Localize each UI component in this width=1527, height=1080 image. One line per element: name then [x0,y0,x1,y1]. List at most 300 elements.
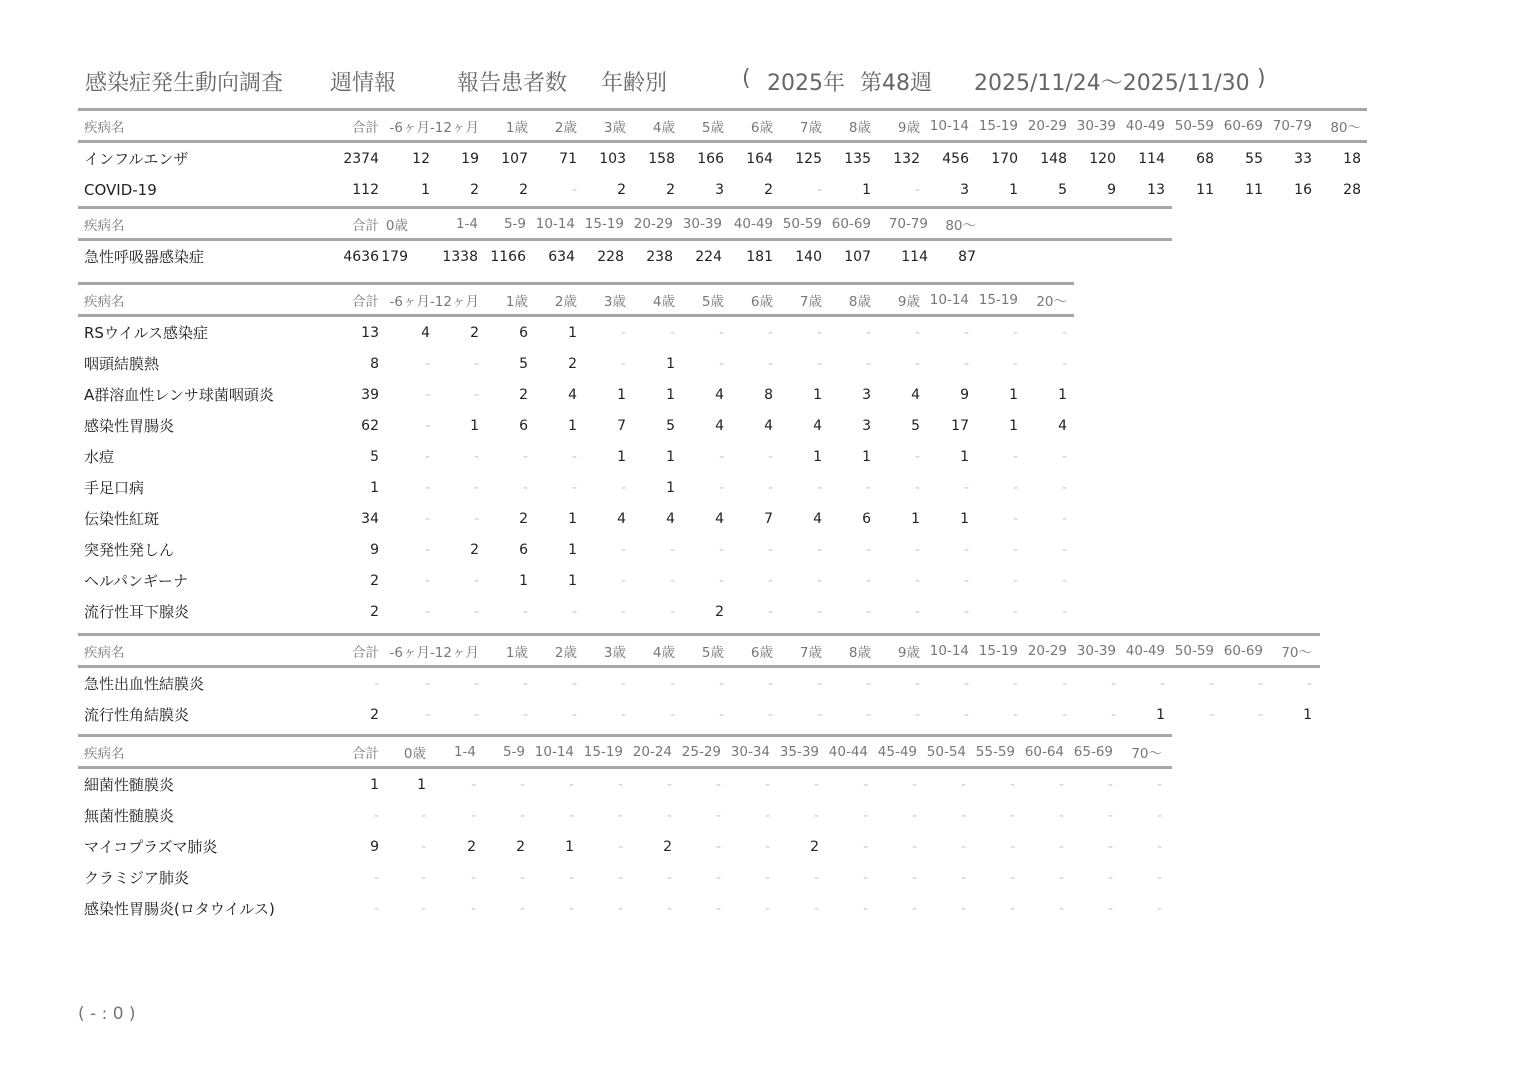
value-cell: 3 [960,181,969,198]
value-cell: 148 [1040,150,1067,167]
value-cell: - [1257,706,1263,723]
header-col-13: 10-14 [929,117,969,134]
value-cell: 3 [715,181,724,198]
header-col-7: 4歳 [652,293,675,310]
disease-name: ヘルパンギーナ [84,572,188,590]
value-cell: - [1159,675,1165,692]
value-cell: - [620,603,626,620]
header-col-4: 5-9 [502,743,525,760]
value-cell: - [1058,838,1064,855]
header-col-13: 50-54 [926,743,966,760]
table-row [78,534,1074,565]
table-row [78,893,1172,924]
value-cell: - [568,807,574,824]
value-cell: - [424,355,430,372]
value-cell: 1 [1303,706,1312,723]
value-cell: - [718,706,724,723]
header-col-8: 5歳 [701,293,724,310]
week-label: 第48週 [860,71,932,96]
header-col-13: 80～ [945,217,976,234]
value-cell: - [816,181,822,198]
value-cell: 5 [1058,181,1067,198]
value-cell: - [473,706,479,723]
header-col-14: 15-19 [978,642,1018,659]
value-cell: 4 [715,510,724,527]
value-cell: - [862,900,868,917]
value-cell: 2374 [343,150,379,167]
header-col-6: 15-19 [584,215,624,232]
table-row [78,668,1320,699]
value-cell: - [963,706,969,723]
value-cell: - [620,675,626,692]
value-cell: 1 [617,386,626,403]
value-cell: - [470,869,476,886]
value-cell: 238 [646,248,673,265]
value-cell: - [1012,510,1018,527]
value-cell: 164 [746,150,773,167]
value-cell: 5 [911,417,920,434]
value-cell: 2 [370,706,379,723]
value-cell: - [865,603,871,620]
header-col-10: 7歳 [799,644,822,661]
value-cell: - [960,776,966,793]
header-col-17: 70～ [1131,745,1162,762]
table-section-pediatric [78,282,1074,627]
value-cell: - [666,900,672,917]
value-cell: 1 [370,479,379,496]
disease-name: RSウイルス感染症 [84,324,209,342]
value-cell: - [473,479,479,496]
header-disease-name: 疾病名 [84,745,125,762]
value-cell: 1 [565,838,574,855]
value-cell: - [519,869,525,886]
value-cell: - [519,776,525,793]
header-col-4: 1歳 [505,293,528,310]
header-col-16: 30-39 [1076,642,1116,659]
value-cell: - [1012,448,1018,465]
header-col-3: -12ヶ月 [429,293,479,310]
header-col-4: 5-9 [503,215,526,232]
disease-name: 急性呼吸器感染症 [84,248,205,266]
value-cell: - [816,603,822,620]
value-cell: 1 [1058,386,1067,403]
header-col-6: 3歳 [603,293,626,310]
value-cell: 140 [795,248,822,265]
value-cell: 18 [1343,150,1361,167]
value-cell: 5 [519,355,528,372]
value-cell: - [767,355,773,372]
value-cell: 4 [764,417,773,434]
value-cell: - [963,541,969,558]
value-cell: 2 [764,181,773,198]
value-cell: - [813,869,819,886]
value-cell: - [1156,869,1162,886]
value-cell: 1 [421,181,430,198]
value-cell: - [470,807,476,824]
header-row [78,636,1320,665]
header-col-5: 2歳 [554,644,577,661]
value-cell: - [568,869,574,886]
value-cell: - [473,448,479,465]
value-cell: - [914,181,920,198]
value-cell: 1 [813,386,822,403]
value-cell: 1 [617,448,626,465]
value-cell: - [522,603,528,620]
value-cell: - [816,706,822,723]
value-cell: 12 [412,150,430,167]
value-cell: - [718,448,724,465]
value-cell: - [669,572,675,589]
value-cell: 9 [1107,181,1116,198]
value-cell: - [960,900,966,917]
value-cell: - [1009,776,1015,793]
header-row [78,737,1172,766]
value-cell: 2 [370,603,379,620]
header-col-14: 15-19 [978,291,1018,308]
value-cell: - [813,776,819,793]
value-cell: 2 [617,181,626,198]
value-cell: - [865,706,871,723]
value-cell: - [617,869,623,886]
period-label: 2025/11/24～2025/11/30 [974,71,1250,96]
value-cell: - [519,807,525,824]
value-cell: 1166 [490,248,526,265]
header-col-3: -12ヶ月 [429,644,479,661]
value-cell: 6 [519,541,528,558]
value-cell: 1 [813,448,822,465]
table-row [78,472,1074,503]
survey-title: 感染症発生動向調査 [85,71,284,96]
value-cell: - [862,838,868,855]
value-cell: 2 [519,510,528,527]
value-cell: - [424,479,430,496]
value-cell: - [424,510,430,527]
value-cell: - [1107,838,1113,855]
value-cell: - [666,869,672,886]
value-cell: - [571,448,577,465]
table-section-ari [78,206,1172,272]
value-cell: - [1061,572,1067,589]
value-cell: 1 [568,510,577,527]
value-cell: 1 [370,776,379,793]
header-col-2: 0歳 [385,217,408,234]
table-row [78,596,1074,627]
value-cell: - [963,572,969,589]
value-cell: 7 [617,417,626,434]
value-cell: 2 [663,838,672,855]
value-cell: - [963,355,969,372]
report-header [85,66,1385,100]
value-cell: - [620,541,626,558]
header-col-15: 20-29 [1027,642,1067,659]
table-row [78,143,1367,174]
value-cell: - [914,603,920,620]
value-cell: - [1107,807,1113,824]
value-cell: 4 [715,417,724,434]
disease-name: 急性出血性結膜炎 [84,675,205,693]
value-cell: 2 [666,181,675,198]
value-cell: 62 [361,417,379,434]
value-cell: - [473,386,479,403]
value-cell: 2 [516,838,525,855]
value-cell: 7 [764,510,773,527]
value-cell: - [420,838,426,855]
value-cell: - [424,448,430,465]
value-cell: - [424,572,430,589]
disease-name: クラミジア肺炎 [84,869,190,887]
value-cell: 2 [519,181,528,198]
disease-name: 流行性角結膜炎 [84,706,190,724]
value-cell: 2 [467,838,476,855]
value-cell: - [813,900,819,917]
value-cell: - [620,324,626,341]
value-cell: 1 [666,386,675,403]
value-cell: - [1061,603,1067,620]
header-col-6: 3歳 [603,119,626,136]
header-col-3: -12ヶ月 [429,119,479,136]
value-cell: - [715,869,721,886]
value-cell: 4 [911,386,920,403]
value-cell: - [960,869,966,886]
value-cell: - [767,675,773,692]
table-row [78,317,1074,348]
value-cell: 1 [568,417,577,434]
value-cell: 2 [810,838,819,855]
header-col-19: 60-69 [1223,642,1263,659]
value-cell: - [718,572,724,589]
disease-name: 流行性耳下腺炎 [84,603,190,621]
value-cell: - [865,324,871,341]
value-cell: - [522,448,528,465]
value-cell: - [865,355,871,372]
header-disease-name: 疾病名 [84,644,125,661]
header-col-18: 50-59 [1174,117,1214,134]
table-row [78,348,1074,379]
value-cell: 1 [666,479,675,496]
value-cell: 28 [1343,181,1361,198]
header-col-10: 7歳 [799,119,822,136]
value-cell: - [568,776,574,793]
value-cell: - [960,838,966,855]
header-col-14: 55-59 [975,743,1015,760]
value-cell: - [1058,869,1064,886]
weekly-label: 週情報 [330,71,397,96]
table-row [78,503,1074,534]
disease-name: 咽頭結膜熱 [84,355,160,373]
value-cell: 3 [862,417,871,434]
value-cell: - [373,900,379,917]
table-row [78,699,1320,730]
value-cell: - [764,838,770,855]
header-col-13: 10-14 [929,291,969,308]
value-cell: - [1156,807,1162,824]
value-cell: - [1058,900,1064,917]
value-cell: - [1061,706,1067,723]
value-cell: - [963,479,969,496]
value-cell: - [669,603,675,620]
value-cell: - [911,900,917,917]
value-cell: - [1061,675,1067,692]
value-cell: 2 [519,386,528,403]
value-cell: - [914,324,920,341]
value-cell: - [373,807,379,824]
value-cell: 34 [361,510,379,527]
value-cell: - [1156,900,1162,917]
value-cell: - [767,603,773,620]
value-cell: 9 [370,541,379,558]
value-cell: 6 [519,324,528,341]
header-col-6: 15-19 [583,743,623,760]
value-cell: 8 [764,386,773,403]
header-col-20: 70～ [1281,644,1312,661]
year-label: 2025年 [767,71,845,96]
value-cell: 179 [381,248,408,265]
value-cell: 1 [666,448,675,465]
value-cell: - [1012,706,1018,723]
value-cell: - [764,900,770,917]
value-cell: 120 [1089,150,1116,167]
disease-name: COVID-19 [84,180,157,199]
value-cell: - [1058,807,1064,824]
header-col-5: 10-14 [534,743,574,760]
value-cell: - [669,675,675,692]
value-cell: 125 [795,150,822,167]
table-row [78,862,1172,893]
table-row [78,800,1172,831]
value-cell: 4636 [343,248,379,265]
value-cell: 112 [352,181,379,198]
value-cell: - [1156,838,1162,855]
value-cell: 5 [370,448,379,465]
value-cell: - [767,572,773,589]
value-cell: - [519,900,525,917]
header-row [78,111,1367,140]
value-cell: 17 [951,417,969,434]
disease-name: 感染性胃腸炎 [84,417,175,435]
value-cell: 2 [370,572,379,589]
value-cell: 170 [991,150,1018,167]
table-row [78,441,1074,472]
value-cell: - [1208,675,1214,692]
value-cell: 19 [461,150,479,167]
header-col-2: -6ヶ月 [389,293,430,310]
value-cell: 456 [942,150,969,167]
value-cell: - [571,603,577,620]
value-cell: - [571,479,577,496]
value-cell: 4 [421,324,430,341]
value-cell: - [373,675,379,692]
value-cell: - [1208,706,1214,723]
value-cell: - [718,675,724,692]
header-col-1: 合計 [352,644,379,661]
value-cell: - [862,776,868,793]
value-cell: - [620,355,626,372]
value-cell: - [816,675,822,692]
header-col-15: 20～ [1036,293,1067,310]
header-col-20: 70-79 [1272,117,1312,134]
value-cell: - [1107,900,1113,917]
value-cell: - [715,776,721,793]
value-cell: 1 [1009,181,1018,198]
value-cell: 1 [960,448,969,465]
value-cell: - [424,603,430,620]
value-cell: - [767,706,773,723]
value-cell: - [911,807,917,824]
table-row [78,565,1074,596]
value-cell: 13 [1147,181,1165,198]
value-cell: 4 [568,386,577,403]
header-col-4: 1歳 [505,644,528,661]
header-col-8: 30-39 [682,215,722,232]
header-col-12: 9歳 [897,119,920,136]
value-cell: - [767,324,773,341]
value-cell: 1 [666,355,675,372]
value-cell: - [865,675,871,692]
value-cell: 228 [597,248,624,265]
value-cell: - [914,572,920,589]
value-cell: - [669,541,675,558]
header-col-19: 60-69 [1223,117,1263,134]
paren-open: ( [742,66,751,91]
value-cell: - [911,776,917,793]
value-cell: 114 [901,248,928,265]
header-col-5: 2歳 [554,293,577,310]
value-cell: 9 [370,838,379,855]
value-cell: 1 [862,181,871,198]
header-col-3: 1-4 [453,743,476,760]
value-cell: 2 [470,324,479,341]
header-col-9: 30-34 [730,743,770,760]
value-cell: - [620,706,626,723]
table-section-meningitis-pneumonia [78,734,1172,924]
table-row [78,379,1074,410]
header-col-8: 25-29 [681,743,721,760]
disease-name: 突発性発しん [84,541,175,559]
value-cell: - [715,838,721,855]
value-cell: 9 [960,386,969,403]
value-cell: - [617,776,623,793]
table-row [78,410,1074,441]
header-col-11: 60-69 [831,215,871,232]
value-cell: - [1061,355,1067,372]
value-cell: 4 [813,417,822,434]
value-cell: 1338 [442,248,478,265]
header-col-7: 4歳 [652,644,675,661]
value-cell: - [1012,355,1018,372]
header-disease-name: 疾病名 [84,293,125,310]
header-col-5: 2歳 [554,119,577,136]
value-cell: 1 [470,417,479,434]
value-cell: 16 [1294,181,1312,198]
value-cell: - [1012,541,1018,558]
value-cell: - [1156,776,1162,793]
header-col-10: 35-39 [779,743,819,760]
value-cell: - [1009,900,1015,917]
value-cell: - [816,479,822,496]
value-cell: 114 [1138,150,1165,167]
value-cell: 39 [361,386,379,403]
header-col-9: 40-49 [733,215,773,232]
value-cell: 1 [519,572,528,589]
header-col-15: 60-64 [1024,743,1064,760]
value-cell: 5 [666,417,675,434]
value-cell: - [764,776,770,793]
value-cell: - [764,869,770,886]
value-cell: - [1061,541,1067,558]
value-cell: 6 [862,510,871,527]
value-cell: - [666,807,672,824]
value-cell: 33 [1294,150,1312,167]
